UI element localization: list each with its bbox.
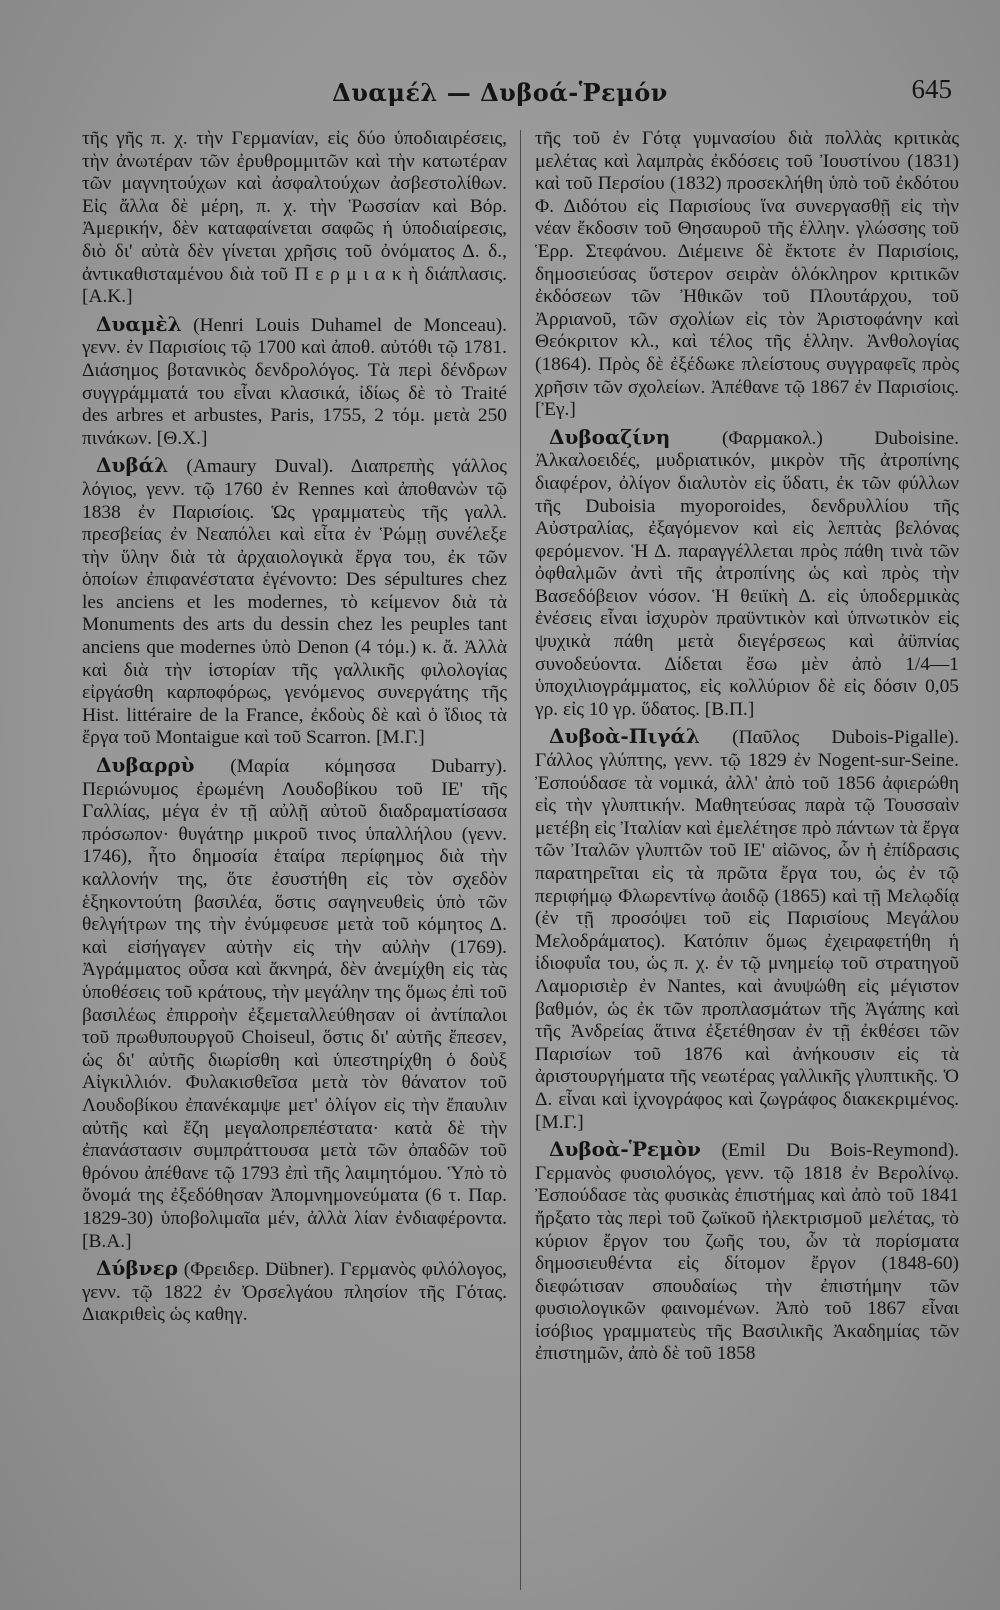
entry-text: (Μαρία κόμησσα Dubarry). Περιώνυμος ἐρωμένη Λουδοβίκου τοῦ ΙΕ' τῆς Γαλλίας, μέγα ἐν τῇ αὐλῇ αὐτοῦ διαδραματίσασα πρόσωπον· θυγάτηρ μικροῦ τινος ὑπαλλήλου (γενν. 1746), ἦτο δημοσία ἑταίρα περίφημος διὰ τὴν καλλονήν της, ὅτε ἐσυστήθη εἰς τὸν σχεδὸν ἑξηκοντούτη βασιλέα, ὅστις σαγηνευθεὶς ὑπὸ τῶν θελγήτρων της τὴν ἐνύμφευσε μετὰ τοῦ κόμητος Δ. καὶ εἰσήγαγεν αὐτὴν εἰς τὴν αὐλὴν (1769). Ἀγράμματος οὖσα καὶ ἄκνηρά, δὲν ἀνεμίχθη εἰς τὰς ὑποθέσεις τοῦ κράτους, τὴν μεγάλην της ὅμως ἐπὶ τοῦ βασιλέως ἐπιρροὴν ἐξεμεταλλεύθησαν οἱ ἀντίπαλοι τοῦ πρωθυπουργοῦ Choiseul, ὅστις δι' αὐτῆς ἔπεσεν, ὡς δι' αὐτῆς διωρίσθη καὶ ὑπεστηρίχθη ὁ δοὺξ Αἰγκιλλιόν. Φυλακισθεῖσα μετὰ τὸν θάνατον τοῦ Λουδοβίκου ἐπανέκαμψε μετ' ὀλίγον εἰς τὴν ἔπαυλιν αὐτῆς καὶ ἔζη μεγαλοπρεπέστατα· κατὰ δὲ τὴν ἐπανάστασιν συμπράττουσα μετὰ τῶν ὀπαδῶν τοῦ θρόνου ἀπέθανε τῷ 1793 ἐπὶ τῆς λαιμητόμου. Ὑπὸ τὸ ὄνομά της ἐξεδόθησαν Ἀπομνημονεύματα (6 τ. Παρ. 1829-30) ὑποβολιμαῖα μέν, ἀλλὰ λίαν ἐνδιαφέροντα. (82, 756, 507, 1229)
entry-du-bois-reymond (535, 1138, 959, 1366)
headword: Δυβοαζίνη (549, 424, 671, 449)
entry-text: τῆς γῆς π. χ. τὴν Γερμανίαν, εἰς δύο ὑποδιαιρέσεις, τὴν ἀνωτέραν τῶν ἐρυθρομμιτῶν καὶ τὴν κατωτέραν τῶν μαγνητούχων καὶ ἀσφαλτούχων ἀσβεστολίθων. Εἰς ἄλλα δὲ μέρη, π. χ. τὴν Ῥωσσίαν καὶ Βόρ. Ἀμερικήν, δὲν καταφαίνεται σαφῶς ἡ ὑποδιαίρεσις, διὸ δι' αὐτὰ δὲν γίνεται χρῆσις τοῦ ὀνόματος Δ. δ., ἀντικαθισταμένου διὰ τοῦ Π ε ρ μ ι α κ ὴ διάπλασις. (82, 128, 507, 285)
headword: Δυαμὲλ (96, 311, 182, 336)
entry-text: (Emil Du Bois-Reymond). Γερμανὸς φυσιολόγος, γενν. τῷ 1818 ἐν Βερολίνῳ. Ἐσπούδασε τὰς φυσικὰς ἐπιστήμας καὶ ἀπὸ τοῦ 1841 ἤρξατο τὰς περὶ τοῦ ζωϊκοῦ ἠλεκτρισμοῦ μελέτας, τὸ κύριον ἔργον του ζωῆς του, ὧν τὰ πορίσματα δημοσιευθέντα εἰς δίτομον ἔργον (1848-60) διεφώτισαν σπουδαίως τὴν ἐπιστήμην τῶν φυσιολογικῶν φαινομένων. Ἀπὸ τοῦ 1867 εἶναι ἰσόβιος γραμματεὺς τῆς Βασιλικῆς Ἀκαδημίας τῶν ἐπιστημῶν, ἀπὸ δὲ τοῦ 1858 (535, 1140, 959, 1365)
page-number: 645 (911, 74, 952, 104)
entry-text: τῆς τοῦ ἐν Γότᾳ γυμνασίου διὰ πολλὰς κριτικὰς μελέτας καὶ λαμπρὰς ἐκδόσεις τοῦ Ἰουστίνου (1831) καὶ τοῦ Περσίου (1832) προσεκλήθη ὑπὸ τοῦ ἐκδότου Φ. Διδότου εἰς Παρισίους ἵνα συνεργασθῇ εἰς τὴν νέαν ἔκδοσιν τοῦ Θησαυροῦ τῆς ἑλλην. γλώσσης τοῦ Ἑρρ. Στεφάνου. Διέμεινε δὲ ἔκτοτε ἐν Παρισίοις, δημοσιεύσας ὕστερον σειρὰν ὁλόκληρον κριτικῶν ἐκδόσεων τῶν Ἠθικῶν τοῦ Πλουτάρχου, τοῦ Ἀρριανοῦ, τῶν σχολίων εἰς τὸν Ἀριστοφάνην καὶ Θεόκριτον κλ., καὶ τέλος τῆς ἑλλην. Ἀνθολογίας (1864). Πρὸς δὲ ἐξέδωκε πλείστους συγγραφεῖς πρὸς χρῆσιν τῶν σχολείων. Ἀπέθανε τῷ 1867 ἐν Παρισίοις. (535, 128, 959, 398)
right-column (535, 128, 959, 1598)
headword: Δυβοὰ-Πιγάλ (549, 724, 700, 749)
entry-continuation (82, 128, 507, 309)
left-column (82, 128, 507, 1598)
entry-dubarry (82, 754, 507, 1253)
headword: Δύβνερ (96, 1256, 179, 1281)
entry-duhamel (82, 313, 507, 451)
entry-text: (Φαρμακολ.) Duboisine. Ἀλκαλοειδές, μυδριατικόν, μικρὸν τῆς ἀτροπίνης διαφέρον, ὀλίγον διαλυτὸν εἰς ὕδατι, ἐκ τῶν φύλλων τῆς Dubοisia myoporoides, δενδρυλλίου τῆς Αὐστραλίας, ἐξαγόμενον καὶ εἰς λεπτὰς βελόνας φερόμενον. Ἡ Δ. παραγγέλλεται πρὸς πάθη τινὰ τῶν ὀφθαλμῶν ἀντὶ τῆς ἀτροπίνης ὡς καὶ πρὸς τὴν Βασεδόβειον νόσον. Ἡ θειϊκὴ Δ. εἰς ὑποδερμικὰς ἐνέσεις εἶναι ἰσχυρὸν πραϋντικὸν καὶ ὑπνωτικὸν εἰς ψυχικὰ πάθη μετὰ διεγέρσεως καὶ ἀϋπνίας συνοδεύοντα. Δίδεται ἔσω μὲν ἀπὸ 1/4—1 ὑποχιλιογράμματος, εἰς κολλύριον δὲ εἰς δόσιν 0,05 γρ. εἰς 10 γρ. ὕδατος. (535, 427, 959, 720)
headword: Δυβάλ (96, 453, 169, 478)
author-signature: [Β.Α.] (82, 1230, 132, 1252)
entry-dubois-pigalle (535, 725, 959, 1134)
entry-text: (Amaury Duval). Διαπρεπὴς γάλλος λόγιος, γενν. τῷ 1760 ἐν Rennes καὶ ἀποθανὼν τῷ 1838 ἐν Παρισίοις. Ὡς γραμματεὺς τῆς γαλλ. πρεσβείας ἐν Νεαπόλει καὶ εἶτα ἐν Ῥώμῃ συνέλεξε τὴν ὕλην διὰ τὰ ἀρχαιολογικὰ ἔργα του, ἐκ τῶν ὁποίων ἐπιφανέστατα ἐγένοντο: Des sépultures chez les anciens et les modernes, τὸ κείμενον διὰ τὰ Monuments des arts du dessin chez les peuples tant anciens que modernes ὑπὸ Denon (4 τόμ.) κ. ἄ. Ἀλλὰ καὶ διὰ τὴν ἱστορίαν τῆς γαλλικῆς φιλολογίας εἰργάσθη καρποφόρως, γενόμενος συνεργάτης τῆς Hist. littéraire de la France, ἐκδοὺς δὲ καὶ ὁ ἴδιος τὰ ἔργα τοῦ Montaigue καὶ τοῦ Scarron. (82, 456, 507, 749)
headword: Δυβαρρὺ (96, 753, 195, 778)
entry-text: (Φρειδερ. Dübner). Γερμανὸς φιλόλογος, γενν. τῷ 1822 ἐν Ὀρσελγάου πλησίον τῆς Γότας. Διακριθεὶς ὡς καθηγ. (82, 1259, 507, 1326)
entry-dubner (82, 1257, 507, 1327)
entry-duval (82, 454, 507, 750)
entry-text: (Παῦλος Dubois-Pigalle). Γάλλος γλύπτης, γενν. τῷ 1829 ἐν Nogent-sur-Seine. Ἐσπούδασε τὰ νομικά, ἀλλ' ἀπὸ τοῦ 1856 ἀφιερώθη εἰς τὴν γλυπτικήν. Μαθητεύσας παρὰ τῷ Τουσσαὶν μετέβη εἰς Ἰταλίαν καὶ ἐμελέτησε πρὸ πάντων τὰ ἔργα τῶν Ἰταλῶν γλυπτῶν τοῦ ΙΕ' αἰῶνος, ὧν ἡ ἐπίδρασις παρατηρεῖται εἰς τὰ πρῶτα ἔργα του, ὡς ἐν τῷ περιφήμῳ Φλωρεντίνῳ ἀοιδῷ (1865) καὶ τῇ Μελῳδίᾳ (ἐν τῇ προσόψει τοῦ εἰς Παρισίους Μεγάλου Μελοδράματος). Κατόπιν ὅμως ἐχειραφετήθη ἡ ἰδιοφυΐα του, ὡς π. χ. ἐν τῷ μνημείῳ τοῦ στρατηγοῦ Λαμορισιὲρ ἐν Nantes, καὶ ἀνυψώθη εἰς μέγιστον βαθμόν, ὡς ἐκ τῶν προπλασμάτων τῆς Ἀγάπης καὶ τῆς Ἀνδρείας ἅτινα ἐξετέθησαν ἐν τῇ ἐκθέσει τῶν Παρισίων τοῦ 1876 καὶ ἀνήκουσιν εἰς τὰ ἀριστουργήματα τῆς νεωτέρας γαλλικῆς γλυπτικῆς. Ὁ Δ. εἶναι καὶ ἰχνογράφος καὶ ζωγράφος διακεκριμένος. (535, 727, 959, 1110)
author-signature: [Θ.Χ.] (156, 427, 208, 449)
column-divider (520, 130, 521, 1590)
entry-text: (Henri Louis Duhamel de Monceau). γενν. ἐν Παρισίοις τῷ 1700 καὶ ἀποθ. αὐτόθι τῷ 1781. Διάσημος βοτανικὸς δενδρολόγος. Τὰ περὶ δένδρων συγγράμματά του εἶναι κλασικά, ἰδίως δὲ τὸ Traité des arbres et arbustes, Paris, 1755, 2 τόμ. μετὰ 250 πινάκων. (82, 314, 507, 449)
author-signature: [Ἐγ.] (535, 399, 576, 421)
author-signature: [Β.Π.] (704, 698, 755, 720)
running-head (0, 72, 1000, 112)
headword: Δυβοὰ-Ῥεμὸν (549, 1137, 701, 1162)
entry-duboisine (535, 426, 959, 722)
author-signature: [Μ.Γ.] (375, 727, 425, 749)
author-signature: [Μ.Γ.] (535, 1111, 584, 1133)
page-header-title: Δυαμέλ — Δυβοά-Ῥεμόν (332, 78, 668, 107)
author-signature: [Α.Κ.] (82, 286, 133, 308)
entry-continuation (535, 128, 959, 422)
